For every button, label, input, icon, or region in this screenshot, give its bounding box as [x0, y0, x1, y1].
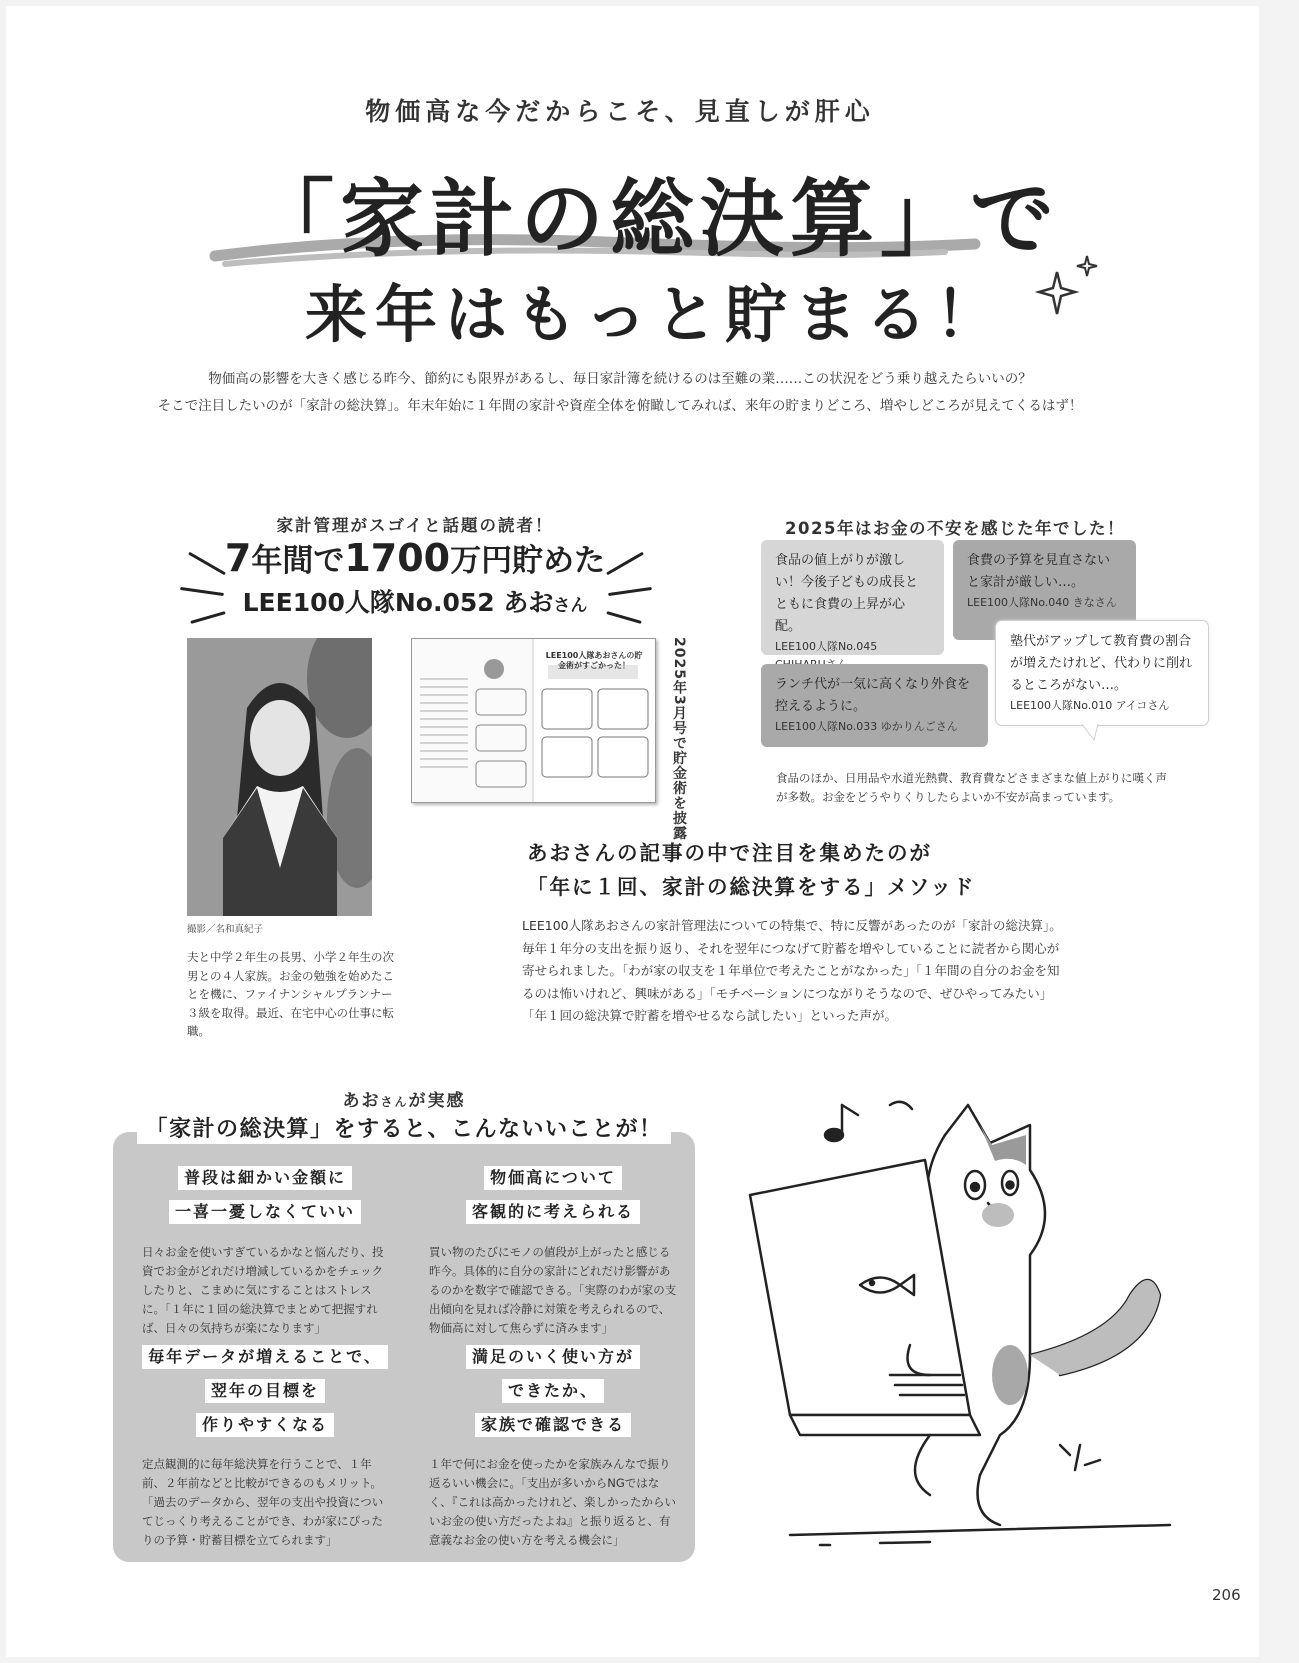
benefit-body: 日々お金を使いすぎているかなと悩んだり、投資でお金がどれだけ増減しているかをチェックしたりと、こまめに気にすることはストレスに。「１年に１回の総決算でまとめて把握すれば、日々の気持ちが楽になります」: [142, 1245, 384, 1335]
comment-author: LEE100人隊No.010 アイコさん: [1010, 699, 1170, 712]
method-headline-line2: 「年に１回、家計の総決算をする」メソッド: [527, 875, 976, 899]
reader-name: [180, 583, 650, 619]
headline-amount-text: 万円貯めた: [450, 543, 606, 579]
reader-headline: [180, 535, 650, 580]
benefit-heading-line: 一喜一憂しなくていい: [169, 1200, 361, 1224]
comment-text: 食品の値上がりが激しい！今後子どもの成長とともに食費の上昇が心配。: [775, 553, 919, 634]
comment-text: 食費の予算を見直さないと家計が厳しい…。: [967, 553, 1111, 590]
benefit-body: １年で何にお金を使ったかを家族みんなで振り返るいい機会に。「支出が多いからNGではなく、『これは高かったけれど、楽しかったからいいお金の使い方だったよね』と振り返ると、有意義なお金の使い方を考える機会に」: [429, 1457, 677, 1547]
magazine-spread-thumbnail: [411, 638, 656, 803]
benefit-heading: [120, 1345, 410, 1447]
comment-text: ランチ代が一気に高くなり外食を控えるように。: [775, 677, 971, 714]
benefit-heading-line: 満足のいく使い方が: [466, 1345, 640, 1369]
photo-credit: 撮影／名和真紀子: [187, 924, 264, 935]
headline-years-number: 7: [224, 536, 252, 580]
benefit-body: 定点観測的に毎年総決算を行うことで、１年前、２年前などと比較ができるのもメリット。「過去のデータから、翌年の支出や投資についてじっくり考えることができ、わが家にぴったりの予算・貯蓄目標を立てられます」: [142, 1457, 384, 1547]
benefit-heading: [130, 1166, 400, 1234]
reader-name-suffix: さん: [553, 596, 588, 616]
comment-text: 塾代がアップして教育費の割合が増えたけれど、代わりに削れるところがない…。: [1010, 634, 1193, 693]
reader-profile: 夫と中学２年生の長男、小学２年生の次男との４人家族。お金の勉強を始めたことを機に、ファイナンシャルプランナー３級を取得。最近、在宅中心の仕事に転職。: [187, 950, 394, 1038]
reader-photo: [187, 638, 372, 916]
anxious-note: 食品のほか、日用品や水道光熱費、教育費などさまざまな値上がりに嘆く声が多数。お金をどうやりくりしたらよいか不安が高まっています。: [776, 771, 1167, 804]
magazine-caption: 2025年3月号で貯金術を披露: [671, 637, 687, 841]
benefit-heading-line: できたか、: [502, 1379, 604, 1403]
headline-years-text: 年間で: [251, 543, 345, 579]
method-headline: [527, 836, 1127, 904]
kicker-rest: が実感: [408, 1091, 466, 1111]
benefit-heading-line: 作りやすくなる: [196, 1413, 334, 1437]
benefit-heading-line: 客観的に考えられる: [466, 1200, 640, 1224]
intro-line2: そこで注目したいのが「家計の総決算」。年末年始に１年間の家計や資産全体を俯瞰してみれば、来年の貯まりどころ、増やしどころが見えてくるはず！: [157, 398, 1083, 414]
comment-bubble: [996, 621, 1208, 725]
comment-author: LEE100人隊No.040 きなさん: [967, 596, 1117, 609]
main-title-line2: 来年はもっと貯まる！: [305, 278, 1006, 351]
reader-kicker: 家計管理がスゴイと話題の読者！: [276, 516, 554, 535]
comment-bubble: [761, 540, 944, 655]
benefits-kicker: [113, 1086, 695, 1111]
benefit-body: 買い物のたびにモノの値段が上がったと感じる昨今。具体的に自分の家計にどれだけ影響があるのかを数字で確認できる。「実際のわが家の支出傾向を見れば冷静に対策を考えられるので、物価高に対して焦らずに済みます」: [429, 1245, 677, 1335]
benefits-title: [113, 1112, 695, 1143]
kicker-san: さん: [380, 1095, 409, 1109]
comment-bubble: [761, 664, 988, 747]
method-body: LEE100人隊あおさんの家計管理法についての特集で、特に反響があったのが「家計の総決算」。毎年１年分の支出を振り返り、それを翌年につなげて貯蓄を増やしていることに読者から関心が寄せられました。「わが家の収支を１年単位で考えたことがなかった」「１年間の自分のお金を知るのは怖いけれど、興味がある」「モチベーションにつながりそうなので、ぜひやってみたい」「年１回の総決算で貯蓄を増やせるなら試したい」といった声が。: [522, 918, 1062, 1023]
kicker-name: あお: [342, 1091, 381, 1111]
anxious-title: 2025年はお金の不安を感じた年でした！: [785, 519, 1125, 538]
main-title-line1: 「家計の総決算」で: [250, 170, 1061, 268]
cat-with-laptop-illustration: [730, 1075, 1180, 1555]
headline-amount-number: 1700: [344, 536, 451, 580]
kicker: 物価高な今だからこそ、見直しが肝心: [365, 97, 875, 126]
sparkle-icon: [1035, 252, 1105, 322]
benefits-title-text: 「家計の総決算」をすると、こんないいことが！: [137, 1115, 670, 1144]
comment-author: LEE100人隊No.045: [775, 640, 878, 653]
method-headline-line1: あおさんの記事の中で注目を集めたのが: [527, 841, 932, 865]
benefit-heading-line: 普段は細かい金額に: [178, 1166, 352, 1190]
magazine-title: LEE100人隊あおさんの貯金術がすごかった！: [545, 651, 643, 670]
comment-author: LEE100人隊No.033 ゆかりんごさん: [775, 720, 958, 733]
intro-line1: 物価高の影響を大きく感じる昨今、節約にも限界があるし、毎日家計簿を続けるのは至難の業……この状況をどう乗り越えたらいいの？: [208, 371, 1032, 387]
benefit-heading-line: 家族で確認できる: [475, 1413, 631, 1437]
intro-text: [0, 366, 1240, 420]
benefit-heading-line: 毎年データが増えることで、: [142, 1345, 388, 1369]
benefit-heading-line: 翌年の目標を: [205, 1379, 325, 1403]
benefit-heading-line: 物価高について: [484, 1166, 622, 1190]
benefit-heading: [418, 1166, 688, 1234]
page-number: 206: [1212, 1586, 1241, 1604]
benefit-heading: [418, 1345, 688, 1447]
bubble-tail-icon: [1080, 724, 1104, 744]
reader-name-main: LEE100人隊No.052 あお: [242, 588, 554, 617]
